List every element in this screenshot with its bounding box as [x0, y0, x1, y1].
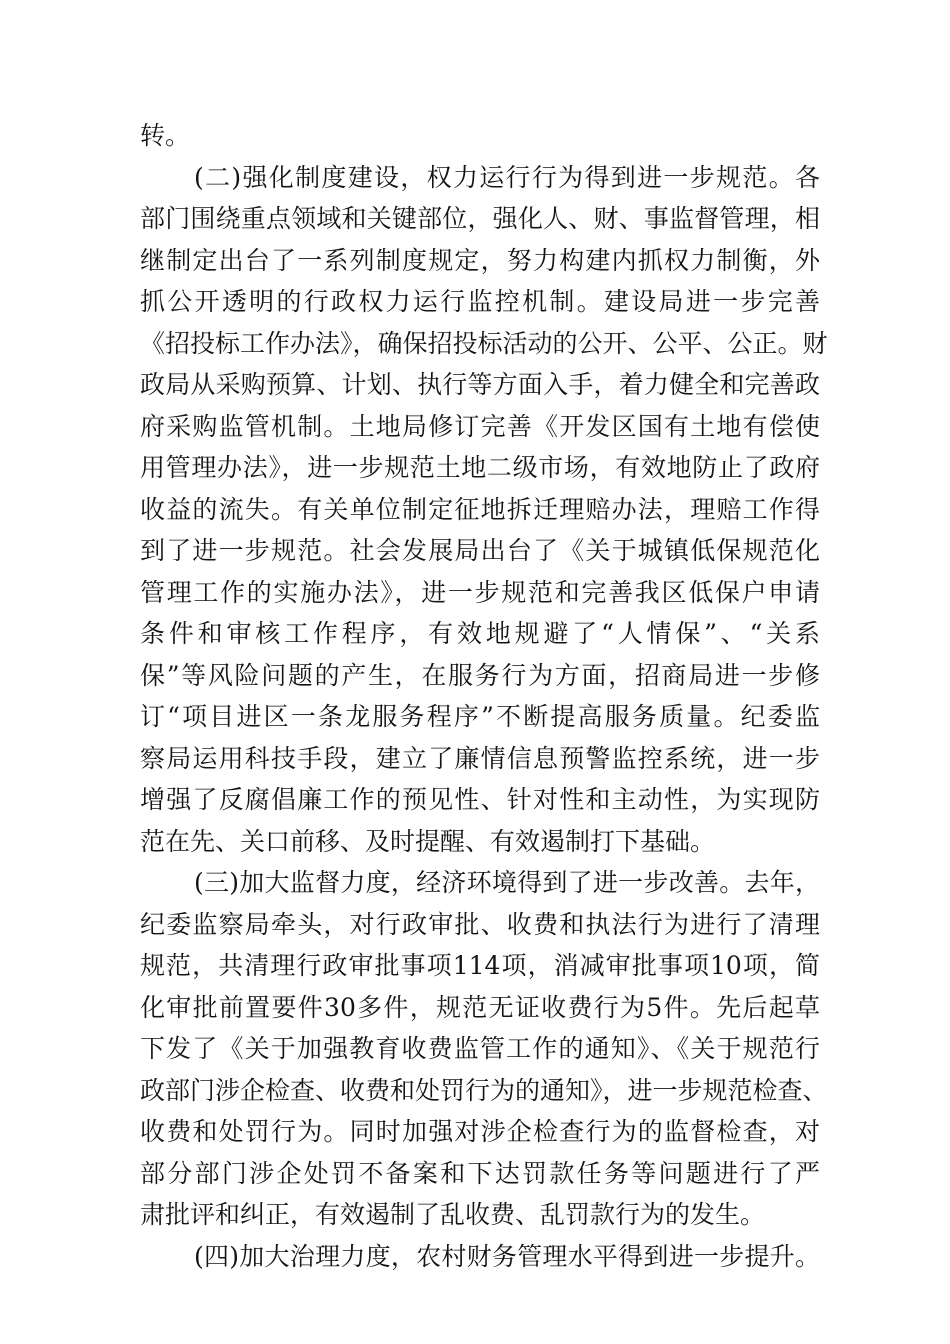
text-line: 《招投标工作办法》，确保招投标活动的公开、公平、公正。财: [140, 329, 828, 358]
text-line: 条件和审核工作程序，有效地规避了“人情保”、“关系: [140, 619, 820, 648]
text-line: 转。: [140, 121, 191, 150]
text-line: 化审批前置要件30多件，规范无证收费行为5件。先后起草: [140, 993, 820, 1022]
text-line: 政部门涉企检查、收费和处罚行为的通知》，进一步规范检查、: [140, 1076, 828, 1105]
text-line: 用管理办法》，进一步规范土地二级市场，有效地防止了政府: [140, 453, 820, 482]
paragraph-2-first-line: (二)强化制度建设，权力运行行为得到进一步规范。各: [194, 163, 820, 192]
paragraph-3-first-line: (三)加大监督力度，经济环境得到了进一步改善。去年，: [194, 868, 820, 897]
text-line: 府采购监管机制。土地局修订完善《开发区国有土地有偿使: [140, 412, 820, 441]
text-line: 收益的流失。有关单位制定征地拆迁理赔办法，理赔工作得: [140, 495, 820, 524]
text-line: 肃批评和纠正，有效遏制了乱收费、乱罚款行为的发生。: [140, 1200, 766, 1229]
text-line: 增强了反腐倡廉工作的预见性、针对性和主动性，为实现防: [140, 785, 820, 814]
text-line: 管理工作的实施办法》，进一步规范和完善我区低保户申请: [140, 578, 820, 607]
text-line: 规范，共清理行政审批事项114项，消减审批事项10项，简: [140, 951, 820, 980]
text-line: 察局运用科技手段，建立了廉情信息预警监控系统，进一步: [140, 744, 820, 773]
text-line: 部分部门涉企处罚不备案和下达罚款任务等问题进行了严: [140, 1159, 820, 1188]
text-line: 下发了《关于加强教育收费监管工作的通知》、《关于规范行: [140, 1034, 820, 1063]
text-line: 收费和处罚行为。同时加强对涉企检查行为的监督检查，对: [140, 1117, 820, 1146]
text-line: 部门围绕重点领域和关键部位，强化人、财、事监督管理，相: [140, 204, 820, 233]
text-line: 到了进一步规范。社会发展局出台了《关于城镇低保规范化: [140, 536, 820, 565]
text-line: 政局从采购预算、计划、执行等方面入手，着力健全和完善政: [140, 370, 820, 399]
text-line: 保”等风险问题的产生，在服务行为方面，招商局进一步修: [140, 661, 820, 690]
text-line: 抓公开透明的行政权力运行监控机制。建设局进一步完善: [140, 287, 820, 316]
paragraph-4-first-line: (四)加大治理力度，农村财务管理水平得到进一步提升。: [194, 1242, 820, 1271]
text-line: 订“项目进区一条龙服务程序”不断提高服务质量。纪委监: [140, 702, 820, 731]
text-line: 范在先、关口前移、及时提醒、有效遏制打下基础。: [140, 827, 716, 856]
text-line: 继制定出台了一系列制度规定，努力构建内抓权力制衡，外: [140, 246, 820, 275]
text-line: 纪委监察局牵头，对行政审批、收费和执法行为进行了清理: [140, 910, 820, 939]
